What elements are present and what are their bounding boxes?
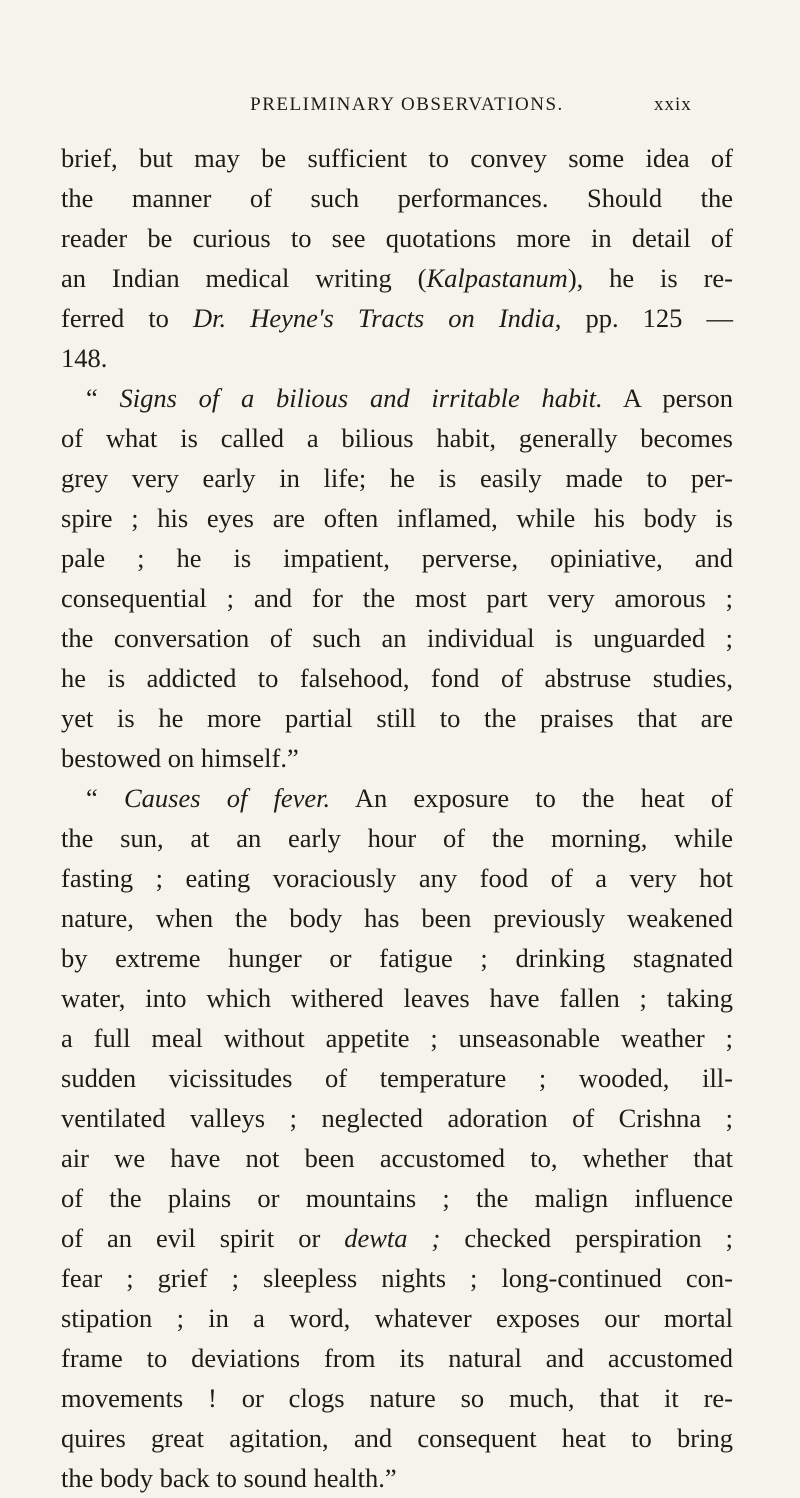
text-run: fasting ; eating voraciously any food of a very hot (61, 863, 733, 893)
italic-run: Causes of fever. (123, 783, 331, 813)
text-line (61, 658, 733, 698)
text-line (61, 738, 733, 778)
text-run: yet is he more partial still to the praises that are (61, 703, 733, 733)
text-line (61, 458, 733, 498)
text-run: stipation ; in a word, whatever exposes our mortal (61, 1303, 733, 1333)
text-run: the conversation of such an individual is unguarded ; (61, 623, 733, 653)
text-line (61, 1218, 733, 1258)
text-line (61, 978, 733, 1018)
text-run: movements ! or clogs nature so much, that it re- (61, 1383, 733, 1413)
italic-run: Kalpastanum (426, 263, 568, 293)
italic-run: dewta ; (344, 1223, 441, 1253)
text-line (61, 618, 733, 658)
text-line (61, 1458, 733, 1498)
text-line (61, 1178, 733, 1218)
text-line (61, 1098, 733, 1138)
text-line (61, 418, 733, 458)
text-run: bestowed on himself.” (61, 743, 299, 773)
text-run: consequential ; and for the most part very amorous ; (61, 583, 733, 613)
text-line (61, 258, 733, 298)
text-run: spire ; his eyes are often inflamed, while his body is (61, 503, 733, 533)
text-run: brief, but may be sufficient to convey some idea of (61, 143, 733, 173)
page-number: xxix (654, 94, 692, 115)
text-line (61, 218, 733, 258)
text-run: by extreme hunger or fatigue ; drinking stagnated (61, 943, 733, 973)
text-line (61, 1418, 733, 1458)
text-run: sudden vicissitudes of temperature ; wooded, ill- (61, 1063, 733, 1093)
text-run: the body back to sound health.” (61, 1463, 397, 1493)
text-run: the sun, at an early hour of the morning, while (61, 823, 733, 853)
text-run: “ (86, 783, 124, 813)
text-line (61, 858, 733, 898)
text-line (61, 1058, 733, 1098)
text-line (61, 1138, 733, 1178)
text-line (61, 1258, 733, 1298)
text-run: nature, when the body has been previously weakened (61, 903, 733, 933)
text-line (61, 818, 733, 858)
text-line (61, 498, 733, 538)
text-run: of the plains or mountains ; the malign influence (61, 1183, 733, 1213)
body-text (61, 138, 733, 1498)
text-run: ), he is re- (567, 263, 733, 293)
text-line (61, 1018, 733, 1058)
running-head: PRELIMINARY OBSERVATIONS. (250, 94, 564, 115)
text-line (61, 178, 733, 218)
text-run: grey very early in life; he is easily made to per- (61, 463, 733, 493)
text-line (61, 778, 733, 818)
text-run: 148. (61, 343, 108, 373)
text-run: reader be curious to see quotations more in detail of (61, 223, 733, 253)
text-line (61, 298, 733, 338)
italic-run: Signs of a bilious and irritable habit. (119, 383, 603, 413)
text-line (61, 1298, 733, 1338)
text-run: “ (86, 383, 120, 413)
text-run: the manner of such performances. Should the (61, 183, 733, 213)
text-run: pale ; he is impatient, perverse, opiniative, and (61, 543, 733, 573)
text-run: water, into which withered leaves have fallen ; taking (61, 983, 733, 1013)
text-run: a full meal without appetite ; unseasonable weather ; (61, 1023, 733, 1053)
text-run: frame to deviations from its natural and accustomed (61, 1343, 733, 1373)
text-run: of an evil spirit or (61, 1223, 345, 1253)
text-line (61, 138, 733, 178)
text-run: An exposure to the heat of (330, 783, 733, 813)
text-run: he is addicted to falsehood, fond of abstruse studies, (61, 663, 733, 693)
text-run: ferred to (61, 303, 193, 333)
text-run: fear ; grief ; sleepless nights ; long-continued con- (61, 1263, 733, 1293)
text-run: pp. 125 — (561, 303, 733, 333)
text-line (61, 338, 733, 378)
text-run: air we have not been accustomed to, whether that (61, 1143, 733, 1173)
text-run: quires great agitation, and consequent heat to bring (61, 1423, 733, 1453)
text-line (61, 578, 733, 618)
text-run: checked perspiration ; (440, 1223, 734, 1253)
text-line (61, 938, 733, 978)
text-line (61, 378, 733, 418)
text-line (61, 898, 733, 938)
text-line (61, 538, 733, 578)
italic-run: Dr. Heyne's Tracts on India, (193, 303, 562, 333)
text-run: an Indian medical writing ( (61, 263, 427, 293)
text-line (61, 698, 733, 738)
text-run: of what is called a bilious habit, generally becomes (61, 423, 733, 453)
text-line (61, 1378, 733, 1418)
text-run: A person (602, 383, 733, 413)
text-line (61, 1338, 733, 1378)
text-run: ventilated valleys ; neglected adoration of Crishna ; (61, 1103, 733, 1133)
